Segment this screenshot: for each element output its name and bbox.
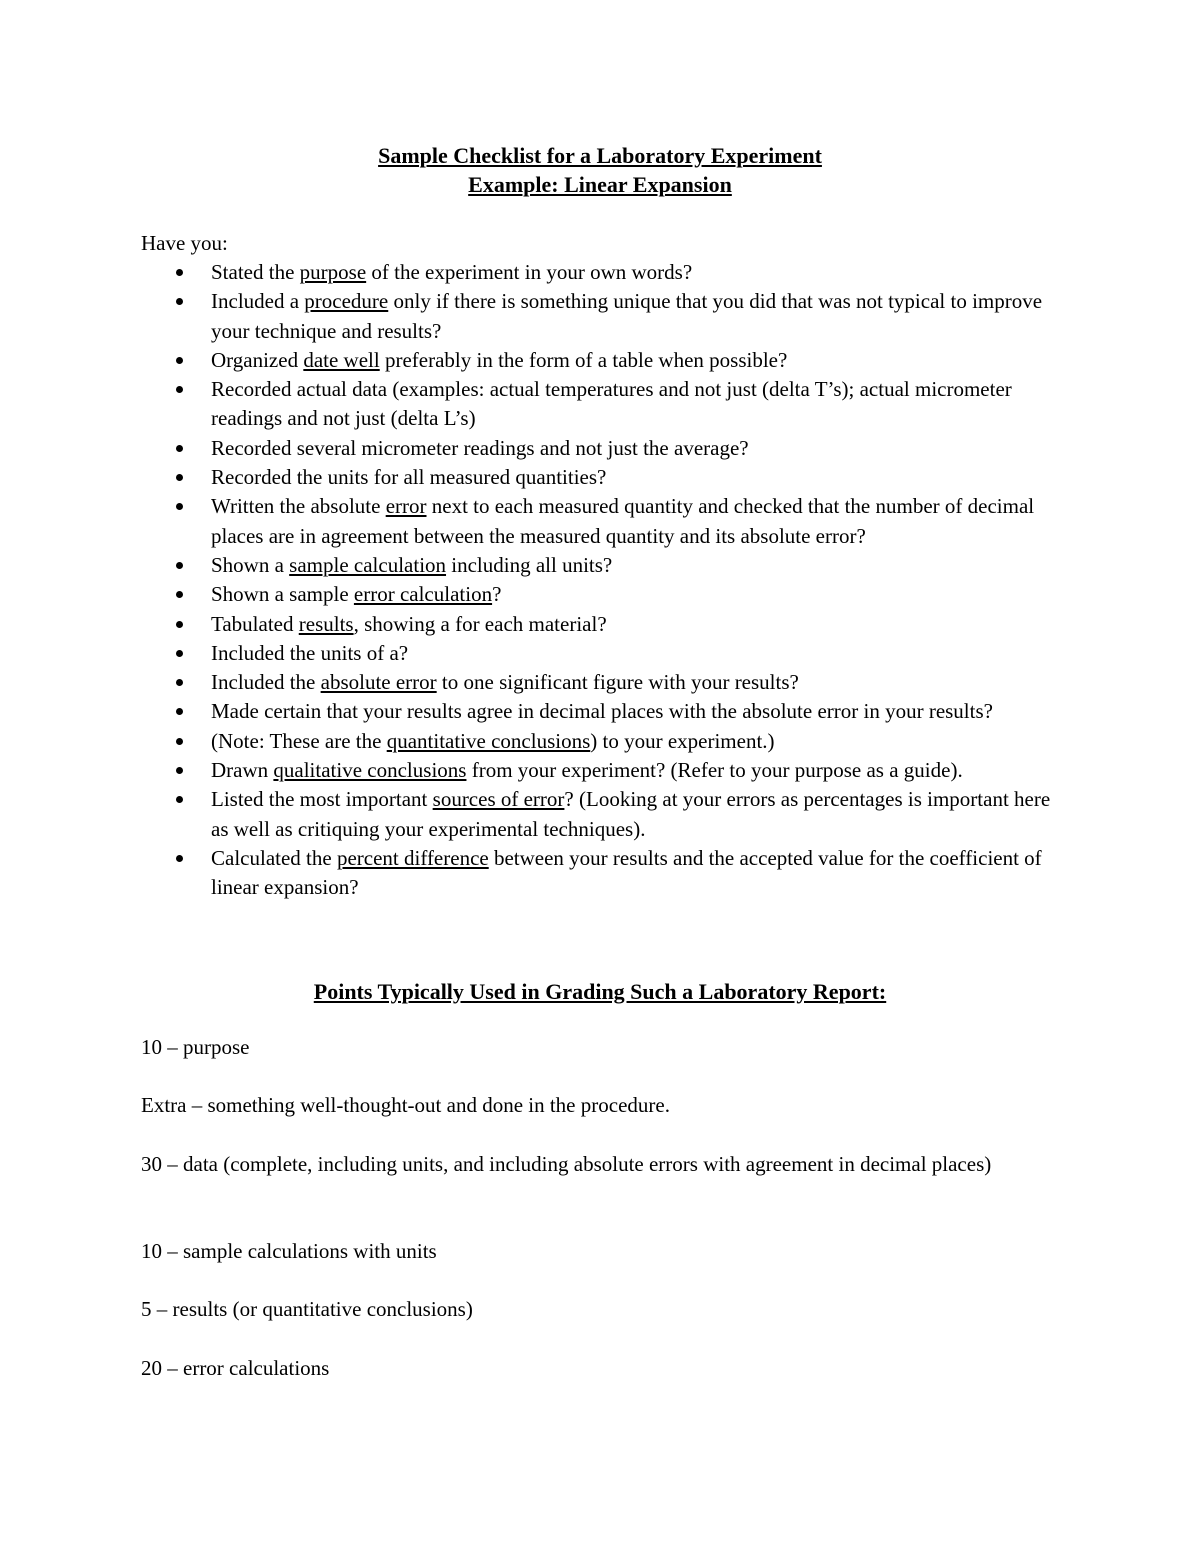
checklist-item: Shown a sample error calculation?	[0, 580, 1071, 609]
checklist-item: Recorded the units for all measured quantities?	[0, 463, 1071, 492]
checklist-item: Recorded several micrometer readings and not just the average?	[0, 434, 1071, 463]
checklist-item: Written the absolute error next to each measured quantity and checked that the number of decimal places are in agreement between the measured quantity and its absolute error?	[0, 492, 1071, 551]
checklist-item: Included the units of a?	[0, 639, 1071, 668]
checklist-item: Stated the purpose of the experiment in your own words?	[0, 258, 1071, 287]
page-subtitle: Example: Linear Expansion	[468, 172, 732, 197]
checklist-item: Organized date well preferably in the form of a table when possible?	[0, 346, 1071, 375]
checklist-item: Recorded actual data (examples: actual temperatures and not just (delta T’s); actual micrometer readings and not just (delta L’s)	[0, 375, 1071, 434]
point-item: 10 – purpose	[141, 1035, 250, 1059]
checklist-item: Tabulated results, showing a for each material?	[0, 610, 1071, 639]
checklist-item: Shown a sample calculation including all units?	[0, 551, 1071, 580]
intro-text: Have you:	[141, 231, 228, 255]
checklist-item: Listed the most important sources of error? (Looking at your errors as percentages is important here as well as critiquing your experimental techniques).	[0, 785, 1071, 844]
checklist-item: Included the absolute error to one significant figure with your results?	[0, 668, 1071, 697]
checklist-item: Made certain that your results agree in decimal places with the absolute error in your results?	[0, 697, 1071, 726]
page-title: Sample Checklist for a Laboratory Experiment	[378, 143, 822, 168]
checklist-item: Calculated the percent difference between your results and the accepted value for the coefficient of linear expansion?	[0, 844, 1071, 903]
checklist-item: (Note: These are the quantitative conclusions) to your experiment.)	[0, 727, 1071, 756]
point-item: Extra – something well-thought-out and done in the procedure.	[141, 1093, 670, 1117]
point-item: 5 – results (or quantitative conclusions)	[141, 1297, 473, 1321]
checklist	[0, 258, 1100, 903]
checklist-item: Included a procedure only if there is something unique that you did that was not typical to improve your technique and results?	[0, 287, 1071, 346]
checklist-item: Drawn qualitative conclusions from your experiment? (Refer to your purpose as a guide).	[0, 756, 1071, 785]
point-item: 30 – data (complete, including units, and including absolute errors with agreement in decimal places)	[141, 1152, 992, 1176]
points-heading: Points Typically Used in Grading Such a Laboratory Report:	[313, 979, 887, 1004]
point-item: 20 – error calculations	[141, 1356, 330, 1380]
point-item: 10 – sample calculations with units	[141, 1239, 437, 1263]
